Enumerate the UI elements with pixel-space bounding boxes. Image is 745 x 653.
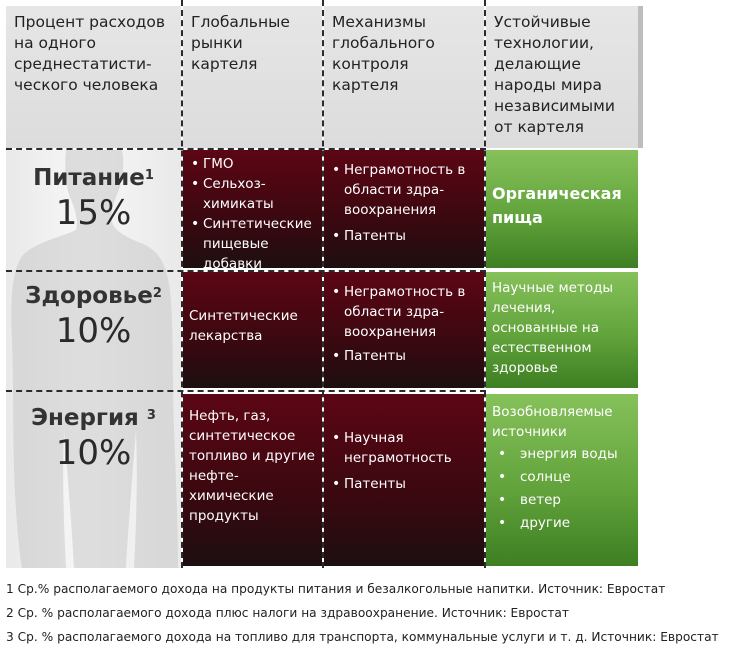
list-item: • Синтетические пищевые добавки [189, 214, 316, 274]
list-item: • Патенты [330, 346, 476, 366]
energy-mechanisms-cell [324, 394, 484, 566]
category-title: Питание$^1$ [33, 165, 154, 191]
list-item: • Патенты [330, 474, 476, 494]
category-title: Здоровье$^2$ [25, 283, 162, 309]
header-technologies: Устойчивые технологии, делающие народы мира независимыми от картеля [486, 6, 638, 148]
list-item: • солнце [492, 467, 632, 487]
list-item: • Патенты [330, 226, 476, 246]
list-item: • ГМО [189, 154, 316, 174]
list-item: • Неграмотность в области здра-воохранения [330, 160, 476, 220]
list-item: • Неграмотность в области здра-воохранения [330, 282, 476, 342]
list-item: • ветер [492, 490, 632, 510]
technology-text: Научные методы лечения, основанные на естественном здоровье [492, 280, 614, 376]
health-markets-cell [183, 272, 322, 388]
row-divider [6, 148, 486, 150]
category-food [6, 164, 181, 234]
footnote-2: 2 Ср. % располагаемого дохода плюс налоги на здравоохранение. Источник: Евростат [6, 606, 569, 620]
list-item: • Сельхоз-химикаты [189, 174, 316, 214]
health-technology-cell [486, 272, 638, 388]
technology-text: Органическая пища [492, 184, 622, 227]
category-energy [6, 404, 181, 474]
list-item: • энергия воды [492, 444, 632, 464]
header-markets: Глобальные рынки картеля [183, 6, 322, 148]
list-item: • другие [492, 513, 632, 533]
health-mechanisms-cell [324, 272, 484, 388]
food-mechanisms-cell [324, 150, 484, 268]
column-divider [322, 0, 324, 568]
food-markets-cell [183, 150, 322, 272]
category-percent: 15% [55, 193, 132, 233]
footnote-1: 1 Ср.% располагаемого дохода на продукты питания и безалкогольные напитки. Источник: Евростат [6, 582, 666, 596]
header-mechanisms: Механизмы глобального контроля картеля [324, 6, 484, 148]
market-text: Синтетические лекарства [189, 308, 298, 344]
header-expenses: Процент расходов на одного среднестатисти-ческого человека [6, 6, 181, 148]
energy-markets-cell [183, 394, 322, 566]
header-shadow [638, 6, 643, 148]
list-item: • Научная неграмотность [330, 428, 476, 468]
category-percent: 10% [55, 311, 132, 351]
category-title: Энергия $^3$ [31, 405, 156, 431]
row-divider [6, 390, 486, 392]
market-text: Нефть, газ, синтетическое топливо и другие нефте-химические продукты [189, 408, 315, 524]
food-technology-cell [486, 150, 638, 268]
technology-text: Возобновляемые источники [492, 404, 613, 440]
row-divider [6, 270, 486, 272]
energy-technology-cell [486, 394, 638, 566]
category-percent: 10% [55, 433, 132, 473]
footnote-3: 3 Ср. % располагаемого дохода на топливо для транспорта, коммунальные услуги и т. д. Источник: Евростат [6, 630, 719, 644]
category-health [6, 282, 181, 352]
column-divider [181, 0, 183, 568]
column-divider [484, 0, 486, 568]
